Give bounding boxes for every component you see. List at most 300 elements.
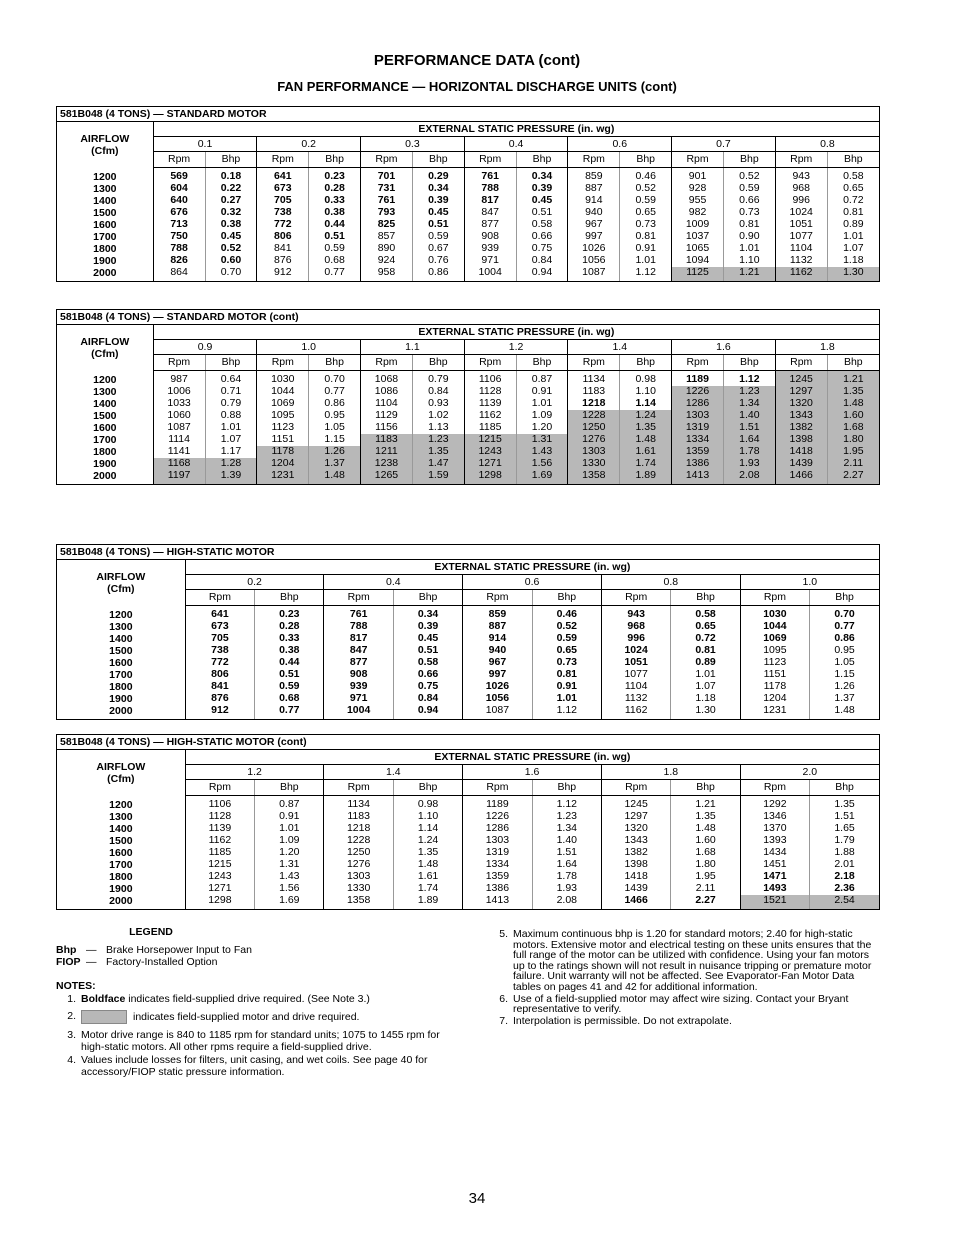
bhp-header: Bhp	[723, 152, 775, 168]
rpm-cell: 1026	[568, 243, 620, 255]
rpm-cell: 1231	[740, 705, 809, 719]
bhp-cell: 0.81	[671, 645, 740, 657]
bhp-cell: 0.76	[412, 255, 464, 267]
table-row	[57, 219, 879, 231]
rpm-cell: 1162	[601, 705, 670, 719]
airflow-cell: 1200	[57, 371, 153, 386]
rpm-cell: 1051	[775, 219, 827, 231]
rpm-cell: 705	[257, 195, 309, 207]
rpm-cell: 1068	[361, 371, 413, 386]
bhp-cell: 0.81	[532, 669, 601, 681]
rpm-cell: 1303	[463, 835, 532, 847]
rpm-header: Rpm	[257, 355, 309, 371]
bhp-cell: 1.80	[671, 859, 740, 871]
bhp-cell: 0.28	[309, 183, 361, 195]
bhp-cell: 1.34	[532, 823, 601, 835]
table-row	[57, 657, 879, 669]
bhp-cell: 0.94	[516, 267, 568, 281]
rpm-cell: 1243	[464, 446, 516, 458]
rpm-cell: 1037	[672, 231, 724, 243]
rpm-cell: 1009	[672, 219, 724, 231]
bhp-cell: 0.34	[393, 606, 462, 621]
table-row	[57, 693, 879, 705]
rpm-cell: 1125	[672, 267, 724, 281]
bhp-cell: 0.90	[723, 231, 775, 243]
bhp-cell: 1.69	[516, 470, 568, 484]
rpm-cell: 1077	[775, 231, 827, 243]
bhp-cell: 1.07	[843, 241, 864, 254]
bhp-cell: 1.30	[671, 705, 740, 719]
table-row	[57, 371, 879, 386]
bhp-cell: 1.68	[671, 847, 740, 859]
pressure-header: 1.0	[257, 340, 361, 355]
bhp-cell: 1.35	[620, 422, 672, 434]
bhp-cell: 0.70	[309, 371, 361, 386]
bhp-cell: 1.51	[723, 422, 775, 434]
rpm-header: Rpm	[775, 355, 827, 371]
rpm-cell: 968	[601, 621, 670, 633]
shade-swatch	[81, 1010, 127, 1024]
rpm-cell: 1226	[672, 386, 724, 398]
bhp-cell: 0.29	[412, 168, 464, 183]
rpm-cell: 1319	[672, 422, 724, 434]
pressure-header: 0.4	[464, 137, 568, 152]
airflow-cell: 1200	[57, 796, 185, 811]
rpm-cell: 1382	[601, 847, 670, 859]
rpm-cell: 968	[775, 183, 827, 195]
rpm-cell: 1451	[740, 859, 809, 871]
rpm-cell: 876	[257, 255, 309, 267]
bhp-cell: 2.27	[671, 895, 740, 909]
table-row	[57, 633, 879, 645]
rpm-cell: 1238	[361, 458, 413, 470]
pressure-header: 1.0	[740, 575, 879, 590]
rpm-cell: 1178	[740, 681, 809, 693]
rpm-cell: 1106	[185, 796, 254, 811]
airflow-cell: 1800	[57, 681, 185, 693]
rpm-cell: 1183	[568, 386, 620, 398]
rpm-cell: 1095	[740, 645, 809, 657]
airflow-header: AIRFLOW (Cfm)	[57, 325, 153, 371]
bhp-cell: 0.32	[205, 207, 257, 219]
rpm-cell: 912	[257, 267, 309, 281]
bhp-cell: 0.45	[516, 195, 568, 207]
bhp-cell: 1.24	[393, 835, 462, 847]
bhp-cell: 1.05	[834, 655, 855, 668]
bhp-cell: 0.71	[205, 386, 257, 398]
rpm-cell: 1250	[324, 847, 393, 859]
rpm-cell: 971	[324, 693, 393, 705]
bhp-header: Bhp	[620, 355, 672, 371]
airflow-cell: 1500	[57, 410, 153, 422]
page-number: 34	[468, 1190, 486, 1207]
airflow-cell: 2000	[57, 267, 153, 281]
page-title: PERFORMANCE DATA (cont)	[373, 52, 581, 69]
rpm-cell: 1134	[568, 371, 620, 386]
note-6: 6. Use of a field-supplied motor may affect wire sizing. Contact your Bryant representative to verify.	[499, 992, 849, 1016]
rpm-cell: 1004	[464, 267, 516, 281]
airflow-cell: 1500	[57, 207, 153, 219]
rpm-cell: 914	[463, 633, 532, 645]
bhp-cell: 1.48	[827, 398, 879, 410]
bhp-cell: 1.64	[532, 859, 601, 871]
table-row	[57, 606, 879, 621]
rpm-cell: 1162	[775, 267, 827, 281]
rpm-cell: 1297	[775, 386, 827, 398]
bhp-cell: 1.93	[723, 458, 775, 470]
pressure-header: 0.6	[568, 137, 672, 152]
bhp-header: Bhp	[205, 152, 257, 168]
bhp-cell: 0.65	[843, 181, 864, 194]
bhp-cell: 0.98	[393, 796, 462, 811]
table-row	[57, 621, 879, 633]
pressure-header: 1.4	[568, 340, 672, 355]
bhp-cell: 1.88	[834, 845, 855, 858]
bhp-cell: 1.14	[620, 398, 672, 410]
bhp-cell: 1.01	[723, 243, 775, 255]
rpm-cell: 1320	[601, 823, 670, 835]
bhp-cell: 1.74	[393, 883, 462, 895]
rpm-cell: 1104	[775, 243, 827, 255]
rpm-cell: 772	[257, 219, 309, 231]
rpm-cell: 738	[257, 207, 309, 219]
rpm-cell: 1334	[463, 859, 532, 871]
rpm-cell: 982	[672, 207, 724, 219]
bhp-header: Bhp	[620, 152, 672, 168]
rpm-header: Rpm	[672, 355, 724, 371]
rpm-header: Rpm	[740, 780, 809, 796]
bhp-header: Bhp	[810, 590, 879, 606]
bhp-cell: 1.12	[532, 796, 601, 811]
pressure-header: 1.6	[463, 765, 602, 780]
rpm-cell: 1493	[740, 883, 809, 895]
bhp-cell: 1.09	[255, 835, 324, 847]
rpm-cell: 1132	[775, 255, 827, 267]
rpm-cell: 1393	[740, 835, 809, 847]
bhp-cell: 0.75	[393, 681, 462, 693]
bhp-cell: 1.79	[834, 833, 855, 846]
rpm-cell: 1123	[257, 422, 309, 434]
rpm-cell: 1132	[601, 693, 670, 705]
bhp-header: Bhp	[516, 355, 568, 371]
rpm-cell: 1197	[153, 470, 205, 484]
rpm-cell: 1359	[672, 446, 724, 458]
bhp-cell: 1.35	[834, 798, 855, 810]
rpm-header: Rpm	[568, 355, 620, 371]
rpm-cell: 1168	[153, 458, 205, 470]
rpm-cell: 1033	[153, 398, 205, 410]
rpm-cell: 1343	[601, 835, 670, 847]
bhp-cell: 0.46	[620, 168, 672, 183]
table-row	[57, 183, 879, 195]
rpm-cell: 1398	[775, 434, 827, 446]
rpm-cell: 1024	[601, 645, 670, 657]
bhp-header: Bhp	[827, 355, 879, 371]
bhp-cell: 0.52	[723, 168, 775, 183]
page-subtitle: FAN PERFORMANCE — HORIZONTAL DISCHARGE UNITS (cont)	[277, 79, 677, 94]
bhp-cell: 1.07	[205, 434, 257, 446]
bhp-cell: 1.78	[723, 446, 775, 458]
airflow-cell: 1300	[57, 621, 185, 633]
bhp-cell: 0.51	[516, 207, 568, 219]
rpm-cell: 859	[463, 606, 532, 621]
bhp-cell: 0.44	[309, 219, 361, 231]
bhp-cell: 0.45	[412, 207, 464, 219]
bhp-cell: 1.61	[620, 446, 672, 458]
bhp-cell: 2.08	[723, 470, 775, 484]
bhp-cell: 0.58	[516, 219, 568, 231]
rpm-cell: 1183	[324, 811, 393, 823]
bhp-cell: 1.48	[393, 859, 462, 871]
rpm-cell: 676	[153, 207, 205, 219]
rpm-cell: 788	[324, 621, 393, 633]
rpm-cell: 1370	[740, 823, 809, 835]
rpm-cell: 1087	[153, 422, 205, 434]
notes-title: NOTES:	[56, 980, 96, 992]
bhp-header: Bhp	[309, 152, 361, 168]
rpm-cell: 940	[463, 645, 532, 657]
rpm-header: Rpm	[185, 590, 254, 606]
bhp-cell: 0.75	[516, 243, 568, 255]
bhp-header: Bhp	[671, 780, 740, 796]
rpm-cell: 1056	[463, 693, 532, 705]
rpm-cell: 943	[775, 168, 827, 183]
bhp-cell: 0.91	[255, 811, 324, 823]
legend-key: Bhp	[56, 944, 77, 956]
rpm-cell: 1006	[153, 386, 205, 398]
rpm-cell: 859	[568, 168, 620, 183]
airflow-cell: 1600	[57, 657, 185, 669]
rpm-cell: 997	[463, 669, 532, 681]
rpm-cell: 826	[153, 255, 205, 267]
airflow-cell: 1200	[57, 606, 185, 621]
bhp-cell: 1.61	[393, 871, 462, 883]
airflow-cell: 1400	[57, 823, 185, 835]
bhp-cell: 0.73	[620, 219, 672, 231]
rpm-cell: 1151	[740, 669, 809, 681]
rpm-cell: 1060	[153, 410, 205, 422]
bhp-cell: 1.10	[620, 386, 672, 398]
airflow-cell: 1700	[57, 231, 153, 243]
rpm-cell: 1245	[775, 371, 827, 386]
bhp-cell: 1.64	[723, 434, 775, 446]
bhp-cell: 0.81	[620, 231, 672, 243]
bhp-cell: 0.87	[255, 796, 324, 811]
table-row	[57, 195, 879, 207]
bhp-cell: 1.14	[393, 823, 462, 835]
rpm-header: Rpm	[153, 152, 205, 168]
bhp-cell: 1.35	[671, 811, 740, 823]
bhp-cell: 1.01	[620, 255, 672, 267]
rpm-cell: 908	[464, 231, 516, 243]
airflow-cell: 1900	[57, 458, 153, 470]
bhp-cell: 0.68	[309, 255, 361, 267]
bhp-cell: 1.12	[532, 705, 601, 719]
rpm-header: Rpm	[324, 780, 393, 796]
rpm-cell: 1359	[463, 871, 532, 883]
rpm-cell: 673	[185, 621, 254, 633]
pressure-header: 1.2	[185, 765, 324, 780]
table-row	[57, 669, 879, 681]
bhp-cell: 0.65	[532, 645, 601, 657]
bhp-cell: 0.77	[834, 619, 855, 632]
table-row	[57, 267, 879, 281]
airflow-cell: 1800	[57, 243, 153, 255]
legend-desc: Brake Horsepower Input to Fan	[106, 944, 252, 956]
rpm-cell: 1276	[568, 434, 620, 446]
bhp-cell: 1.07	[671, 681, 740, 693]
table-row	[57, 823, 879, 835]
bhp-cell: 1.65	[834, 821, 855, 834]
bhp-header: Bhp	[393, 590, 462, 606]
table-row	[57, 446, 879, 458]
note-4: 4. Values include losses for filters, unit casing, and wet coils. See page 40 for accessory/FIOP static pressure information.	[67, 1054, 428, 1078]
airflow-header: AIRFLOW (Cfm)	[57, 122, 153, 168]
rpm-cell: 1104	[361, 398, 413, 410]
bhp-cell: 0.68	[255, 693, 324, 705]
pressure-header: 0.2	[185, 575, 324, 590]
bhp-cell: 0.23	[255, 606, 324, 621]
rpm-cell: 825	[361, 219, 413, 231]
legend-desc: Factory-Installed Option	[106, 956, 218, 968]
bhp-cell: 0.98	[620, 371, 672, 386]
rpm-cell: 1466	[775, 470, 827, 484]
rpm-cell: 1139	[464, 398, 516, 410]
bhp-cell: 1.35	[393, 847, 462, 859]
bhp-cell: 0.44	[255, 657, 324, 669]
airflow-cell: 1400	[57, 195, 153, 207]
rpm-header: Rpm	[464, 152, 516, 168]
rpm-cell: 1398	[601, 859, 670, 871]
rpm-cell: 1069	[257, 398, 309, 410]
bhp-cell: 1.56	[516, 458, 568, 470]
rpm-cell: 1228	[324, 835, 393, 847]
table-row	[57, 470, 879, 484]
bhp-cell: 1.21	[827, 371, 879, 386]
bhp-cell: 0.65	[620, 207, 672, 219]
rpm-cell: 731	[361, 183, 413, 195]
table-standard-motor-cont	[56, 309, 880, 485]
rpm-cell: 1178	[257, 446, 309, 458]
rpm-cell: 1204	[740, 693, 809, 705]
bhp-header: Bhp	[205, 355, 257, 371]
bhp-cell: 0.73	[723, 207, 775, 219]
rpm-cell: 890	[361, 243, 413, 255]
bhp-cell: 1.47	[412, 458, 464, 470]
rpm-cell: 1026	[463, 681, 532, 693]
esp-header: EXTERNAL STATIC PRESSURE (in. wg)	[153, 122, 879, 137]
bhp-cell: 0.88	[205, 410, 257, 422]
rpm-cell: 887	[463, 621, 532, 633]
rpm-cell: 1358	[568, 470, 620, 484]
rpm-cell: 955	[672, 195, 724, 207]
airflow-cell: 1800	[57, 446, 153, 458]
bhp-cell: 1.37	[309, 458, 361, 470]
rpm-cell: 793	[361, 207, 413, 219]
bhp-cell: 1.60	[827, 410, 879, 422]
rpm-cell: 1162	[464, 410, 516, 422]
rpm-cell: 1104	[601, 681, 670, 693]
table-row	[57, 796, 879, 811]
bhp-cell: 1.23	[412, 434, 464, 446]
bhp-cell: 1.39	[205, 470, 257, 484]
bhp-cell: 1.31	[255, 859, 324, 871]
rpm-cell: 1128	[185, 811, 254, 823]
bhp-cell: 0.59	[532, 633, 601, 645]
rpm-cell: 1471	[740, 871, 809, 883]
bhp-header: Bhp	[412, 355, 464, 371]
fan-performance-table	[57, 735, 879, 909]
bhp-cell: 0.60	[205, 255, 257, 267]
rpm-cell: 1069	[740, 633, 809, 645]
rpm-cell: 641	[185, 606, 254, 621]
rpm-header: Rpm	[361, 152, 413, 168]
rpm-cell: 1044	[257, 386, 309, 398]
rpm-cell: 1250	[568, 422, 620, 434]
rpm-cell: 806	[257, 231, 309, 243]
rpm-cell: 958	[361, 267, 413, 281]
bhp-header: Bhp	[393, 780, 462, 796]
rpm-header: Rpm	[463, 780, 532, 796]
bhp-cell: 0.58	[671, 606, 740, 621]
rpm-cell: 1004	[324, 705, 393, 719]
airflow-cell: 1600	[57, 847, 185, 859]
bhp-cell: 0.18	[205, 168, 257, 183]
bhp-cell: 0.89	[671, 657, 740, 669]
airflow-cell: 2000	[57, 470, 153, 484]
rpm-cell: 761	[324, 606, 393, 621]
table-row	[57, 811, 879, 823]
rpm-cell: 1044	[740, 621, 809, 633]
pressure-header: 1.8	[775, 340, 879, 355]
bhp-cell: 1.48	[834, 703, 855, 716]
rpm-cell: 1265	[361, 470, 413, 484]
rpm-cell: 841	[257, 243, 309, 255]
table-row	[57, 895, 879, 909]
bhp-cell: 0.59	[620, 195, 672, 207]
bhp-header: Bhp	[309, 355, 361, 371]
table-row	[57, 871, 879, 883]
rpm-cell: 1271	[185, 883, 254, 895]
bhp-cell: 1.68	[827, 422, 879, 434]
airflow-cell: 1500	[57, 835, 185, 847]
bhp-cell: 0.22	[205, 183, 257, 195]
bhp-header: Bhp	[723, 355, 775, 371]
rpm-cell: 1056	[568, 255, 620, 267]
bhp-cell: 1.48	[309, 470, 361, 484]
rpm-cell: 604	[153, 183, 205, 195]
rpm-cell: 1334	[672, 434, 724, 446]
bhp-cell: 0.39	[516, 183, 568, 195]
bhp-cell: 1.24	[620, 410, 672, 422]
rpm-cell: 924	[361, 255, 413, 267]
bhp-cell: 0.59	[309, 243, 361, 255]
bhp-cell: 0.59	[255, 681, 324, 693]
airflow-cell: 1600	[57, 422, 153, 434]
bhp-cell: 1.95	[827, 446, 879, 458]
rpm-cell: 1051	[601, 657, 670, 669]
bhp-cell: 0.87	[516, 371, 568, 386]
bhp-cell: 1.18	[843, 253, 864, 266]
legend-title: LEGEND	[129, 926, 173, 938]
rpm-cell: 1030	[740, 606, 809, 621]
bhp-cell: 1.80	[827, 434, 879, 446]
rpm-cell: 1189	[463, 796, 532, 811]
bhp-cell: 0.95	[309, 410, 361, 422]
bhp-cell: 1.40	[532, 835, 601, 847]
rpm-cell: 1185	[185, 847, 254, 859]
bhp-cell: 1.30	[827, 267, 879, 281]
